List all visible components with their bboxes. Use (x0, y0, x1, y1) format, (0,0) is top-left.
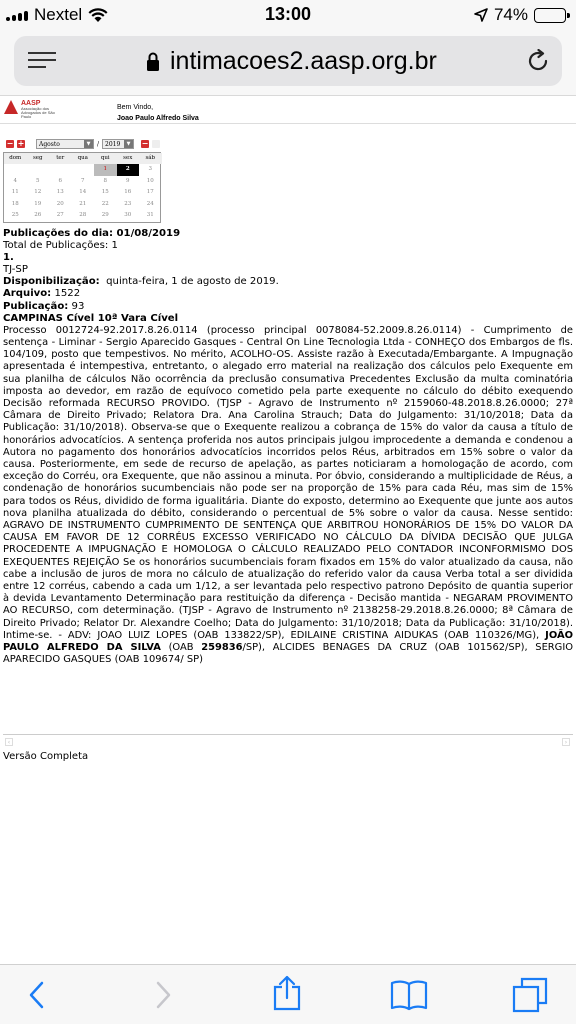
web-page (0, 96, 576, 970)
calendar-day[interactable]: 30 (124, 212, 132, 218)
calendar-day[interactable]: 31 (146, 212, 154, 218)
calendar-day[interactable]: 28 (79, 212, 87, 218)
year-select[interactable] (102, 139, 134, 149)
publication-body: Processo 0012724-92.2017.8.26.0114 (processo principal 0078084-52.2009.8.26.0114) - Cumprimento de sentença - Liminar - Sergio Aparecido Gasques - Central On Line Tecnologia Ltda - CONHEÇO dos Embargos de fls. 104/109, posto que tempestivos. No mérito, ACOLHO-OS. Assiste razão à Executada/Embargante. A Impugnação apresentada é intempestiva, entretanto, o alegado erro material na realização dos cálculos pelo Exequente em sua planilha de cálculos Não ocorrência da preclusão consumativa Precedentes Exclusão da multa cominatória imposta ao devedor, em razão de equívoco cometido pela parte exequente no cálculo do débito exequendo Decisão reformada RECURSO PROVIDO. (TJSP - Agravo de Instrumento nº 2159060-48.2018.8.26.0000; 27ª Câmara de Direito Privado; Relatora Dra. Ana Carolina Strauch; Data do Julgamento: 31/10/2018; Data da Publicação: 31/10/2018). Observa-se que o Exequente realizou a cobrança de 15% do valor da causa a título de honorários advocatícios. A sentença proferida nos autos principais julgou improcedente a demanda e condenou a Autora no pagamento dos honorários advocatícios incorridos pelos Réus, arbitrados em 15% sobre o valor da causa. Posteriormente, em sede de recurso de apelação, as partes noticiaram a homologação de acordo, com exceção do Corréu, ora Exequente, que não assinou a minuta. Por óbvio, considerando a multiplicidade de Réus, a condenação de honorários sucumbenciais não pode ser na proporção de 15% para cada Réu, mas sim de 15% para todos os Réus, dividido de forma igualitária. Diante do exposto, determino ao Exequente que junte aos autos nova planilha atualizada do débito, considerando o percentual de 5% sobre o valor da causa. Nesse sentido: AGRAVO DE INSTRUMENTO CUMPRIMENTO DE SENTENÇA QUE ARBITROU HONORÁRIOS DE 15% DO VALOR DA CAUSA EM FAVOR DE 12 CORRÉUS EXCESSO VERIFICADO NO CÁLCULO DA DÍVIDA DECISÃO QUE JULGA PROCEDENTE A IMPUGNAÇÃO E HOMOLOGA O CÁLCULO REALIZADO PELO CONTADOR INCONFORMISMO DOS EXEQUENTES REJEIÇÃO Se os honorários sucumbenciais foram fixados em 15% do valor atualizado da causa, não cabe a inclusão de juros de mora no cálculo de atualização do referido valor da causa Verba total a ser dividida entre 12 corréus, cabendo a cada um 1/12, a ser levantada pelo respectivo patrono Depósito de quantia superior à devida Levantamento Determinação para restituição da diferença - Decisão mantida - NEGARAM PROVIMENTO AO RECURSO, com determinação. (TJSP - Agravo de Instrumento nº 2138258-29.2018.8.26.0000; 8ª Câmara de Direito Privado; Relator Dr. Alexandre Coelho; Data do Julgamento: 31/10/2018; Data da Publicação: 31/10/2018). Intime-se. - ADV: JOAO LUIZ LOPES (OAB 133822/SP), EDILAINE CRISTINA AIDUKAS (OAB 110326/MG), JOÃO PAULO ALFREDO DA SILVA (OAB 259836/SP), ALCIDES BENAGES DA CRUZ (OAB 101562/SP), SERGIO APARECIDO GASQUES (OAB 109674/ SP) (3, 324, 574, 666)
calendar-weekday: ter (49, 153, 72, 164)
full-version-link[interactable]: Versão Completa (3, 751, 89, 762)
prev-year-button[interactable]: − (141, 138, 149, 148)
url-text: intimacoes2.aasp.org.br (170, 47, 437, 75)
url-field[interactable] (146, 47, 437, 76)
calendar-day[interactable]: 7 (81, 177, 85, 184)
calendar-day[interactable]: 19 (34, 200, 42, 207)
user-name: Joao Paulo Alfredo Silva (117, 115, 199, 122)
calendar-weekday: dom (4, 153, 27, 164)
calendar-empty-cell (4, 164, 27, 176)
highlighted-oab: 259836 (201, 642, 243, 654)
calendar-day[interactable]: 23 (124, 200, 132, 207)
clock: 13:00 (264, 4, 312, 24)
arquivo-row: Arquivo: 1522 (3, 288, 81, 300)
publications-heading: Publicações do dia: 01/08/2019 (3, 228, 181, 239)
calendar-day[interactable]: 14 (79, 189, 87, 195)
calendar-weekday: qui (94, 153, 117, 164)
calendar-day[interactable]: 4 (13, 177, 17, 184)
bookmarks-icon[interactable] (390, 979, 428, 1011)
reload-icon[interactable] (526, 49, 550, 73)
calendar-day[interactable]: 2 (117, 164, 140, 176)
calendar-day[interactable]: 27 (56, 212, 64, 218)
calendar-day[interactable]: 26 (34, 212, 42, 218)
calendar-empty-cell (72, 164, 95, 176)
carrier-label: Nextel (34, 5, 83, 24)
calendar-day[interactable]: 11 (11, 189, 19, 195)
calendar-day[interactable]: 24 (146, 200, 154, 207)
next-month-button[interactable]: + (17, 138, 25, 148)
calendar-weekday: qua (72, 153, 95, 164)
site-header (2, 98, 574, 122)
calendar-day[interactable]: 15 (101, 189, 109, 195)
back-icon[interactable] (22, 979, 54, 1011)
battery-icon (534, 8, 566, 23)
year-select-value: 2019 (105, 140, 121, 148)
logo-subtitle: Associação dos Advogados de São Paulo (21, 106, 55, 119)
scroll-right-icon[interactable]: › (562, 738, 570, 746)
share-icon[interactable] (270, 975, 304, 1011)
scroll-left-icon[interactable]: ‹ (5, 738, 13, 746)
calendar-empty-cell (49, 164, 72, 176)
status-bar (0, 0, 576, 30)
calendar-day[interactable]: 18 (11, 200, 19, 207)
location-icon (474, 8, 488, 22)
calendar-day[interactable]: 12 (34, 189, 42, 195)
chevron-down-icon: ▼ (84, 140, 93, 148)
logo-name: AASP (21, 100, 41, 107)
tabs-icon[interactable] (512, 977, 548, 1013)
calendar-empty-cell (27, 164, 50, 176)
logo-mark-icon (4, 100, 18, 114)
calendar-day[interactable]: 16 (124, 189, 132, 195)
publications-total: Total de Publicações: 1 (3, 240, 118, 252)
calendar-day[interactable]: 25 (11, 212, 19, 218)
welcome-label: Bem Vindo, (117, 104, 154, 111)
header-divider (0, 123, 576, 124)
calendar-day[interactable]: 29 (101, 212, 109, 218)
calendar-day[interactable]: 22 (101, 200, 109, 207)
calendar-day[interactable]: 21 (79, 200, 87, 207)
browser-toolbar (0, 964, 576, 1024)
bottom-divider (3, 734, 573, 735)
lock-icon (146, 52, 160, 72)
chevron-down-icon: ▼ (124, 140, 133, 148)
tribunal: TJ-SP (3, 264, 28, 276)
browser-chrome (0, 30, 576, 96)
item-number: 1. (3, 252, 14, 264)
publicacao-row: Publicação: 93 (3, 300, 85, 312)
select-separator: / (97, 140, 100, 148)
prev-month-button[interactable]: − (6, 138, 14, 148)
calendar-weekday: sex (117, 153, 140, 164)
calendar-day[interactable]: 6 (58, 177, 62, 184)
calendar-weekday: sáb (139, 153, 162, 164)
calendar-day[interactable]: 5 (36, 177, 40, 184)
calendar-day[interactable]: 20 (56, 200, 64, 207)
month-select-value: Agosto (39, 140, 60, 148)
highlighted-name: JOÃO PAULO ALFREDO DA SILVA (3, 629, 573, 654)
calendar-day[interactable]: 1 (94, 164, 117, 176)
calendar-day[interactable]: 17 (146, 189, 154, 195)
forward-icon[interactable] (146, 979, 178, 1011)
calendar-weekday: seg (27, 153, 50, 164)
calendar-day[interactable]: 10 (146, 177, 154, 184)
calendar-day[interactable]: 3 (148, 166, 152, 172)
calendar-grid (4, 153, 160, 222)
status-right (474, 5, 566, 25)
calendar-day[interactable]: 8 (103, 177, 107, 184)
calendar-controls (6, 139, 160, 149)
month-select[interactable] (36, 139, 94, 149)
publications (3, 228, 573, 666)
reader-menu-icon[interactable] (28, 52, 56, 70)
battery-percent: 74% (493, 5, 528, 24)
address-bar[interactable] (14, 36, 562, 86)
welcome-block (117, 102, 199, 124)
vara-title: CAMPINAS Cível 10ª Vara Cível (3, 312, 179, 324)
calendar-day[interactable]: 9 (126, 177, 130, 184)
calendar (3, 152, 161, 223)
disponibilizacao-row: Disponibilização: quinta-feira, 1 de agosto de 2019. (3, 276, 279, 288)
next-year-button[interactable] (152, 140, 160, 148)
aasp-logo[interactable] (4, 100, 61, 119)
calendar-day[interactable]: 13 (56, 189, 64, 195)
